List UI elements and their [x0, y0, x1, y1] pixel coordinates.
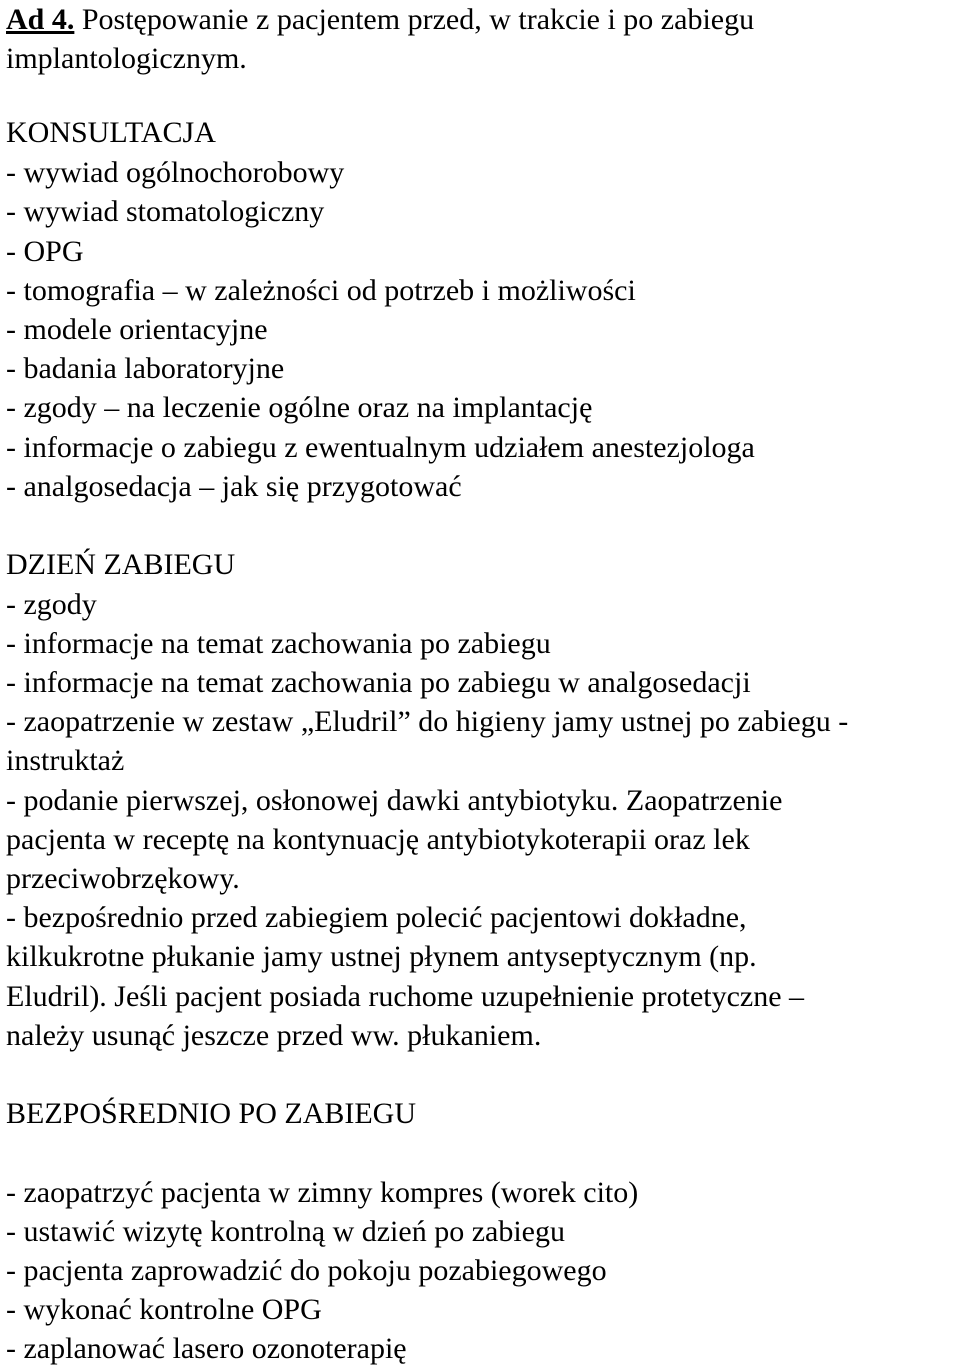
- list-item: - pacjenta zaprowadzić do pokoju pozabiegowego: [6, 1254, 607, 1287]
- title-label: Ad 4.: [6, 3, 75, 36]
- list-item: - zaplanować lasero ozonoterapię: [6, 1332, 407, 1365]
- paragraph-line: - informacje na temat zachowania po zabiegu: [6, 627, 551, 660]
- list-item: - badania laboratoryjne: [6, 352, 285, 385]
- document-title-line-2: implantologicznym.: [6, 42, 247, 75]
- paragraph-line: - bezpośrednio przed zabiegiem polecić pacjentowi dokładne,: [6, 901, 747, 934]
- document-title-line-1: [6, 2, 754, 38]
- paragraph-line: należy usunąć jeszcze przed ww. płukaniem.: [6, 1019, 542, 1052]
- list-item: - wykonać kontrolne OPG: [6, 1293, 322, 1326]
- list-item: - wywiad ogólnochorobowy: [6, 156, 345, 189]
- list-item: - ustawić wizytę kontrolną w dzień po zabiegu: [6, 1215, 565, 1248]
- list-item: - tomografia – w zależności od potrzeb i możliwości: [6, 274, 636, 307]
- paragraph-line: - informacje na temat zachowania po zabiegu w analgosedacji: [6, 666, 751, 699]
- list-item: - zaopatrzyć pacjenta w zimny kompres (worek cito): [6, 1176, 639, 1209]
- list-item: - zgody – na leczenie ogólne oraz na implantację: [6, 391, 593, 424]
- list-item: - analgosedacja – jak się przygotować: [6, 470, 462, 503]
- paragraph-line: przeciwobrzękowy.: [6, 862, 240, 895]
- section-heading-dzien-zabiegu: DZIEŃ ZABIEGU: [6, 548, 236, 581]
- list-item: - wywiad stomatologiczny: [6, 195, 325, 228]
- paragraph-line: pacjenta w receptę na kontynuację antybiotykoterapii oraz lek: [6, 823, 750, 856]
- list-item: - OPG: [6, 235, 84, 268]
- paragraph-line: instruktaż: [6, 744, 125, 777]
- paragraph-line: kilkukrotne płukanie jamy ustnej płynem antyseptycznym (np.: [6, 940, 757, 973]
- title-text: Postępowanie z pacjentem przed, w trakcie i po zabiegu: [74, 3, 755, 36]
- section-heading-po-zabiegu: BEZPOŚREDNIO PO ZABIEGU: [6, 1097, 417, 1130]
- section-heading-konsultacja: KONSULTACJA: [6, 116, 216, 149]
- paragraph-line: - podanie pierwszej, osłonowej dawki antybiotyku. Zaopatrzenie: [6, 784, 783, 817]
- paragraph-line: Eludril). Jeśli pacjent posiada ruchome uzupełnienie protetyczne –: [6, 980, 805, 1013]
- paragraph-line: - zaopatrzenie w zestaw „Eludril” do higieny jamy ustnej po zabiegu -: [6, 705, 849, 738]
- paragraph-line: - zgody: [6, 588, 97, 621]
- list-item: - modele orientacyjne: [6, 313, 268, 346]
- list-item: - informacje o zabiegu z ewentualnym udziałem anestezjologa: [6, 431, 755, 464]
